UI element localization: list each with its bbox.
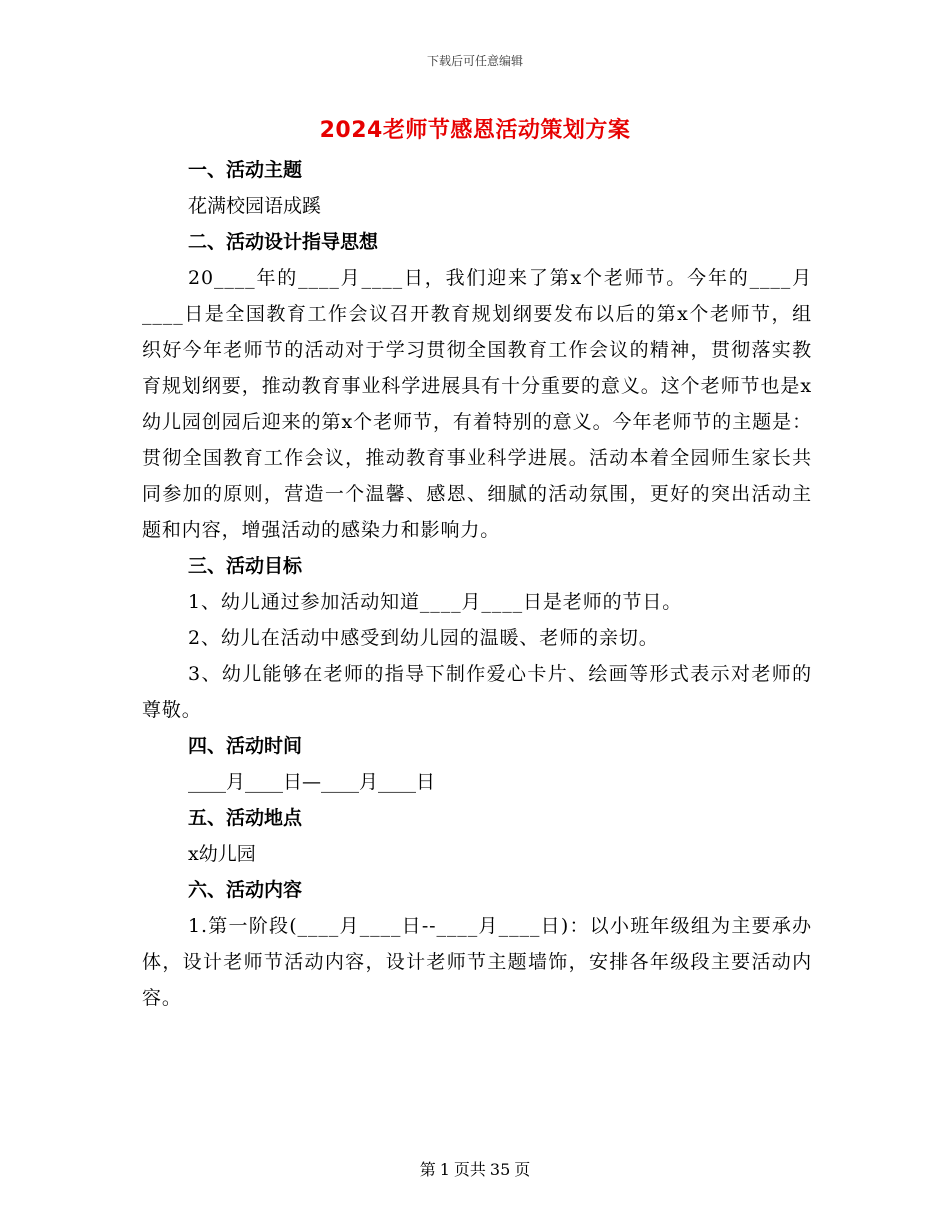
section-heading-location: 五、活动地点 <box>188 807 303 829</box>
goal-item: 2、幼儿在活动中感受到幼儿园的温暖、老师的亲切。 <box>188 627 659 649</box>
section-heading-theme: 一、活动主题 <box>188 159 303 181</box>
header-note: 下载后可任意编辑 <box>426 54 523 68</box>
section-text-location: x幼儿园 <box>188 843 256 865</box>
document-title: 2024老师节感恩活动策划方案 <box>319 118 631 143</box>
footer-total-pages: 35 <box>489 1160 511 1179</box>
section-heading-time: 四、活动时间 <box>188 735 303 757</box>
footer-prefix: 第 <box>419 1160 436 1179</box>
section-heading-goals: 三、活动目标 <box>188 555 303 577</box>
goal-item: 1、幼儿通过参加活动知道____月____日是老师的节日。 <box>188 591 683 613</box>
section-heading-content: 六、活动内容 <box>188 879 303 901</box>
section-text-theme: 花满校园语成蹊 <box>188 195 322 217</box>
section-paragraph-guiding-idea: 20____年的____月____日，我们迎来了第x个老师节。今年的____月____日是全国教育工作会议召开教育规划纲要发布以后的第x个老师节，组织好今年老师节的活动对于学习贯彻全国教育工作会议的精神，贯彻落实教育规划纲要，推动教育事业科学进展具有十分重要的意义。这个老师节也是x幼儿园创园后迎来的第x个老师节，有着特别的意义。今年老师节的主题是：贯彻全国教育工作会议，推动教育事业科学进展。活动本着全园师生家长共同参加的原则，营造一个温馨、感恩、细腻的活动氛围，更好的突出活动主题和内容，增强活动的感染力和影响力。 <box>142 267 812 541</box>
footer-page-number: 1 <box>439 1160 450 1179</box>
section-heading-guiding-idea: 二、活动设计指导思想 <box>188 231 379 253</box>
section-text-time: ____月____日—____月____日 <box>188 771 436 793</box>
goal-item: 3、幼儿能够在老师的指导下制作爱心卡片、绘画等形式表示对老师的尊敬。 <box>142 663 812 721</box>
document-body <box>142 152 812 1016</box>
footer-middle: 页共 <box>453 1160 486 1179</box>
page-footer <box>0 1157 950 1180</box>
footer-suffix: 页 <box>514 1160 531 1179</box>
section-paragraph-content: 1.第一阶段(____月____日--____月____日)：以小班年级组为主要承办体，设计老师节活动内容，设计老师节主题墙饰，安排各年级段主要活动内容。 <box>142 915 812 1009</box>
